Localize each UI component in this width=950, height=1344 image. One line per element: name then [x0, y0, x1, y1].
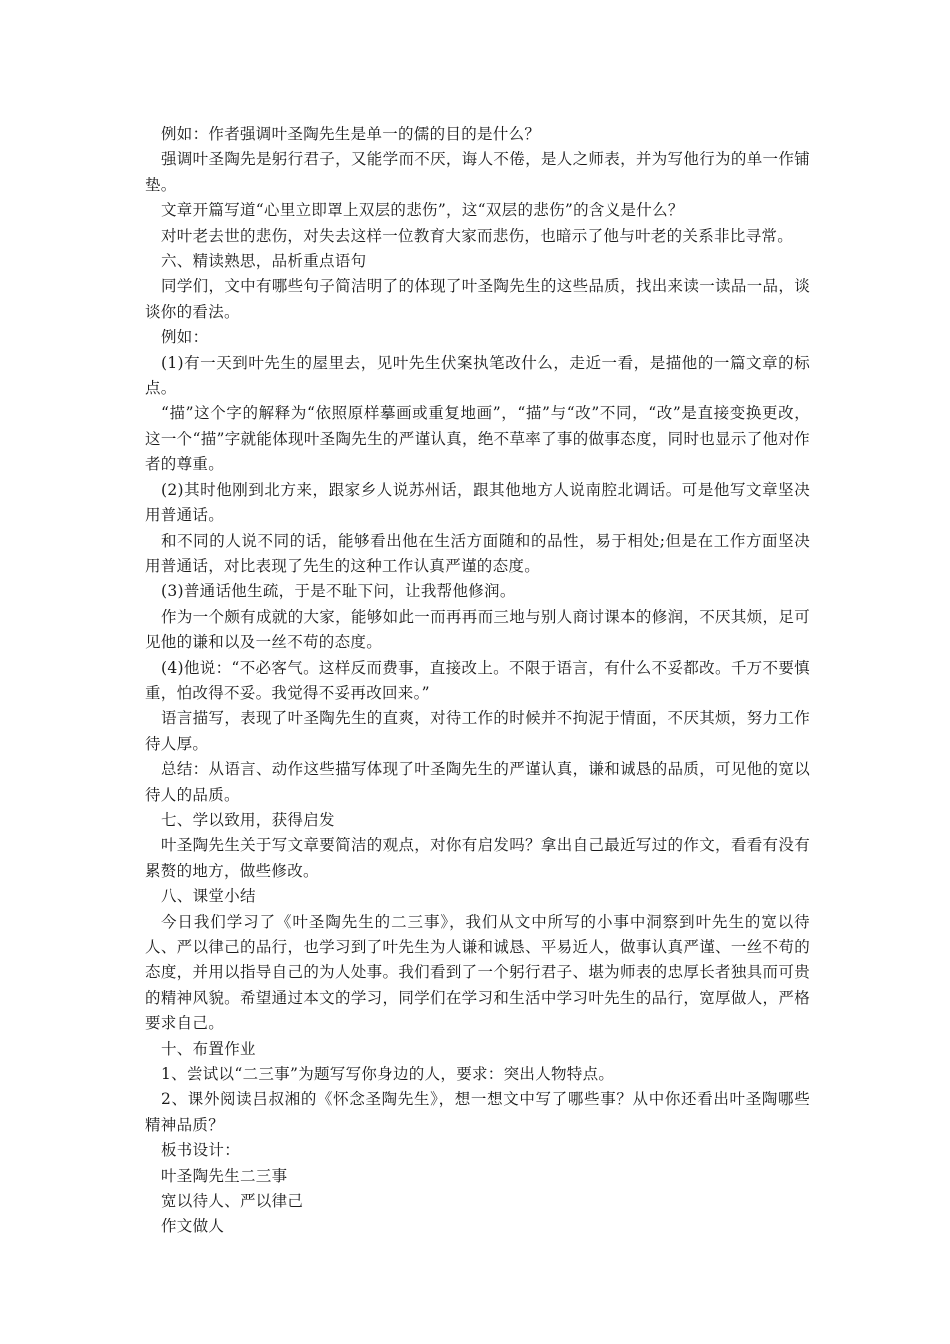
homework-item: 1、尝试以“二三事”为题写写你身边的人，要求：突出人物特点。	[161, 1065, 615, 1084]
paragraph: 总结：从语言、动作这些描写体现了叶圣陶先生的严谨认真，谦和诚恳的品质，可见他的宽以待人的品质。	[145, 760, 810, 804]
document-page	[145, 122, 810, 1240]
paragraph: 语言描写，表现了叶圣陶先生的直爽，对待工作的时候并不拘泥于情面，不厌其烦，努力工作待人厚。	[145, 709, 810, 753]
paragraph: 叶圣陶先生关于写文章要简洁的观点，对你有启发吗？拿出自己最近写过的作文，看看有没有累赘的地方，做些修改。	[145, 836, 810, 880]
paragraph: 强调叶圣陶先是躬行君子，又能学而不厌，诲人不倦，是人之师表，并为写他行为的单一作铺垫。	[145, 150, 810, 194]
board-design-line: 叶圣陶先生二三事	[161, 1166, 288, 1185]
paragraph: 和不同的人说不同的话，能够看出他在生活方面随和的品性，易于相处;但是在工作方面坚决用普通话，对比表现了先生的这种工作认真严谨的态度。	[145, 531, 810, 575]
paragraph: 例如：	[161, 328, 209, 347]
board-design-line: 宽以待人、严以律己	[161, 1192, 304, 1211]
paragraph: “描”这个字的解释为“依照原样摹画或重复地画”，“描”与“改”不同，“改”是直接变换更改，这一个“描”字就能体现叶圣陶先生的严谨认真，绝不草率了事的做事态度，同时也显示了他对作者的尊重。	[145, 404, 810, 474]
board-design-line: 作文做人	[161, 1217, 225, 1236]
section-heading: 七、学以致用，获得启发	[161, 810, 335, 829]
quote-item: (4)他说：“不必客气。这样反而费事，直接改上。不限于语言，有什么不妥都改。千万不要慎重，怕改得不妥。我觉得不妥再改回来。”	[145, 658, 810, 702]
quote-item: (2)其时他刚到北方来，跟家乡人说苏州话，跟其他地方人说南腔北调话。可是他写文章坚决用普通话。	[145, 480, 810, 525]
quote-item: (1)有一天到叶先生的屋里去，见叶先生伏案执笔改什么，走近一看，是描他的一篇文章的标点。	[145, 353, 810, 398]
paragraph: 文章开篇写道“心里立即罩上双层的悲伤”，这“双层的悲伤”的含义是什么？	[161, 201, 684, 220]
quote-item: (3)普通话他生疏，于是不耻下问，让我帮他修润。	[161, 582, 516, 601]
section-heading: 六、精读熟思，品析重点语句	[161, 252, 367, 271]
homework-item: 2、课外阅读吕叔湘的《怀念圣陶先生》，想一想文中写了哪些事？从中你还看出叶圣陶哪些精神品质？	[145, 1090, 810, 1134]
board-design-label: 板书设计：	[161, 1141, 241, 1160]
paragraph: 今日我们学习了《叶圣陶先生的二三事》，我们从文中所写的小事中洞察到叶先生的宽以待人、严以律己的品行，也学习到了叶先生为人谦和诚恳、平易近人，做事认真严谨、一丝不苟的态度，并用以指导自己的为人处事。我们看到了一个躬行君子、堪为师表的忠厚长者独具而可贵的精神风貌。希望通过本文的学习，同学们在学习和生活中学习叶先生的品行，宽厚做人，严格要求自己。	[145, 912, 810, 1033]
paragraph: 对叶老去世的悲伤，对失去这样一位教育大家而悲伤，也暗示了他与叶老的关系非比寻常。	[161, 226, 794, 245]
paragraph: 例如：作者强调叶圣陶先生是单一的儒的目的是什么？	[161, 125, 541, 143]
paragraph: 作为一个颇有成就的大家，能够如此一而再再而三地与别人商讨课本的修润，不厌其烦，足可见他的谦和以及一丝不苟的态度。	[145, 607, 810, 652]
section-heading: 十、布置作业	[161, 1039, 256, 1058]
paragraph: 同学们，文中有哪些句子简洁明了的体现了叶圣陶先生的这些品质，找出来读一读品一品，谈谈你的看法。	[145, 277, 810, 321]
section-heading: 八、课堂小结	[161, 887, 256, 906]
